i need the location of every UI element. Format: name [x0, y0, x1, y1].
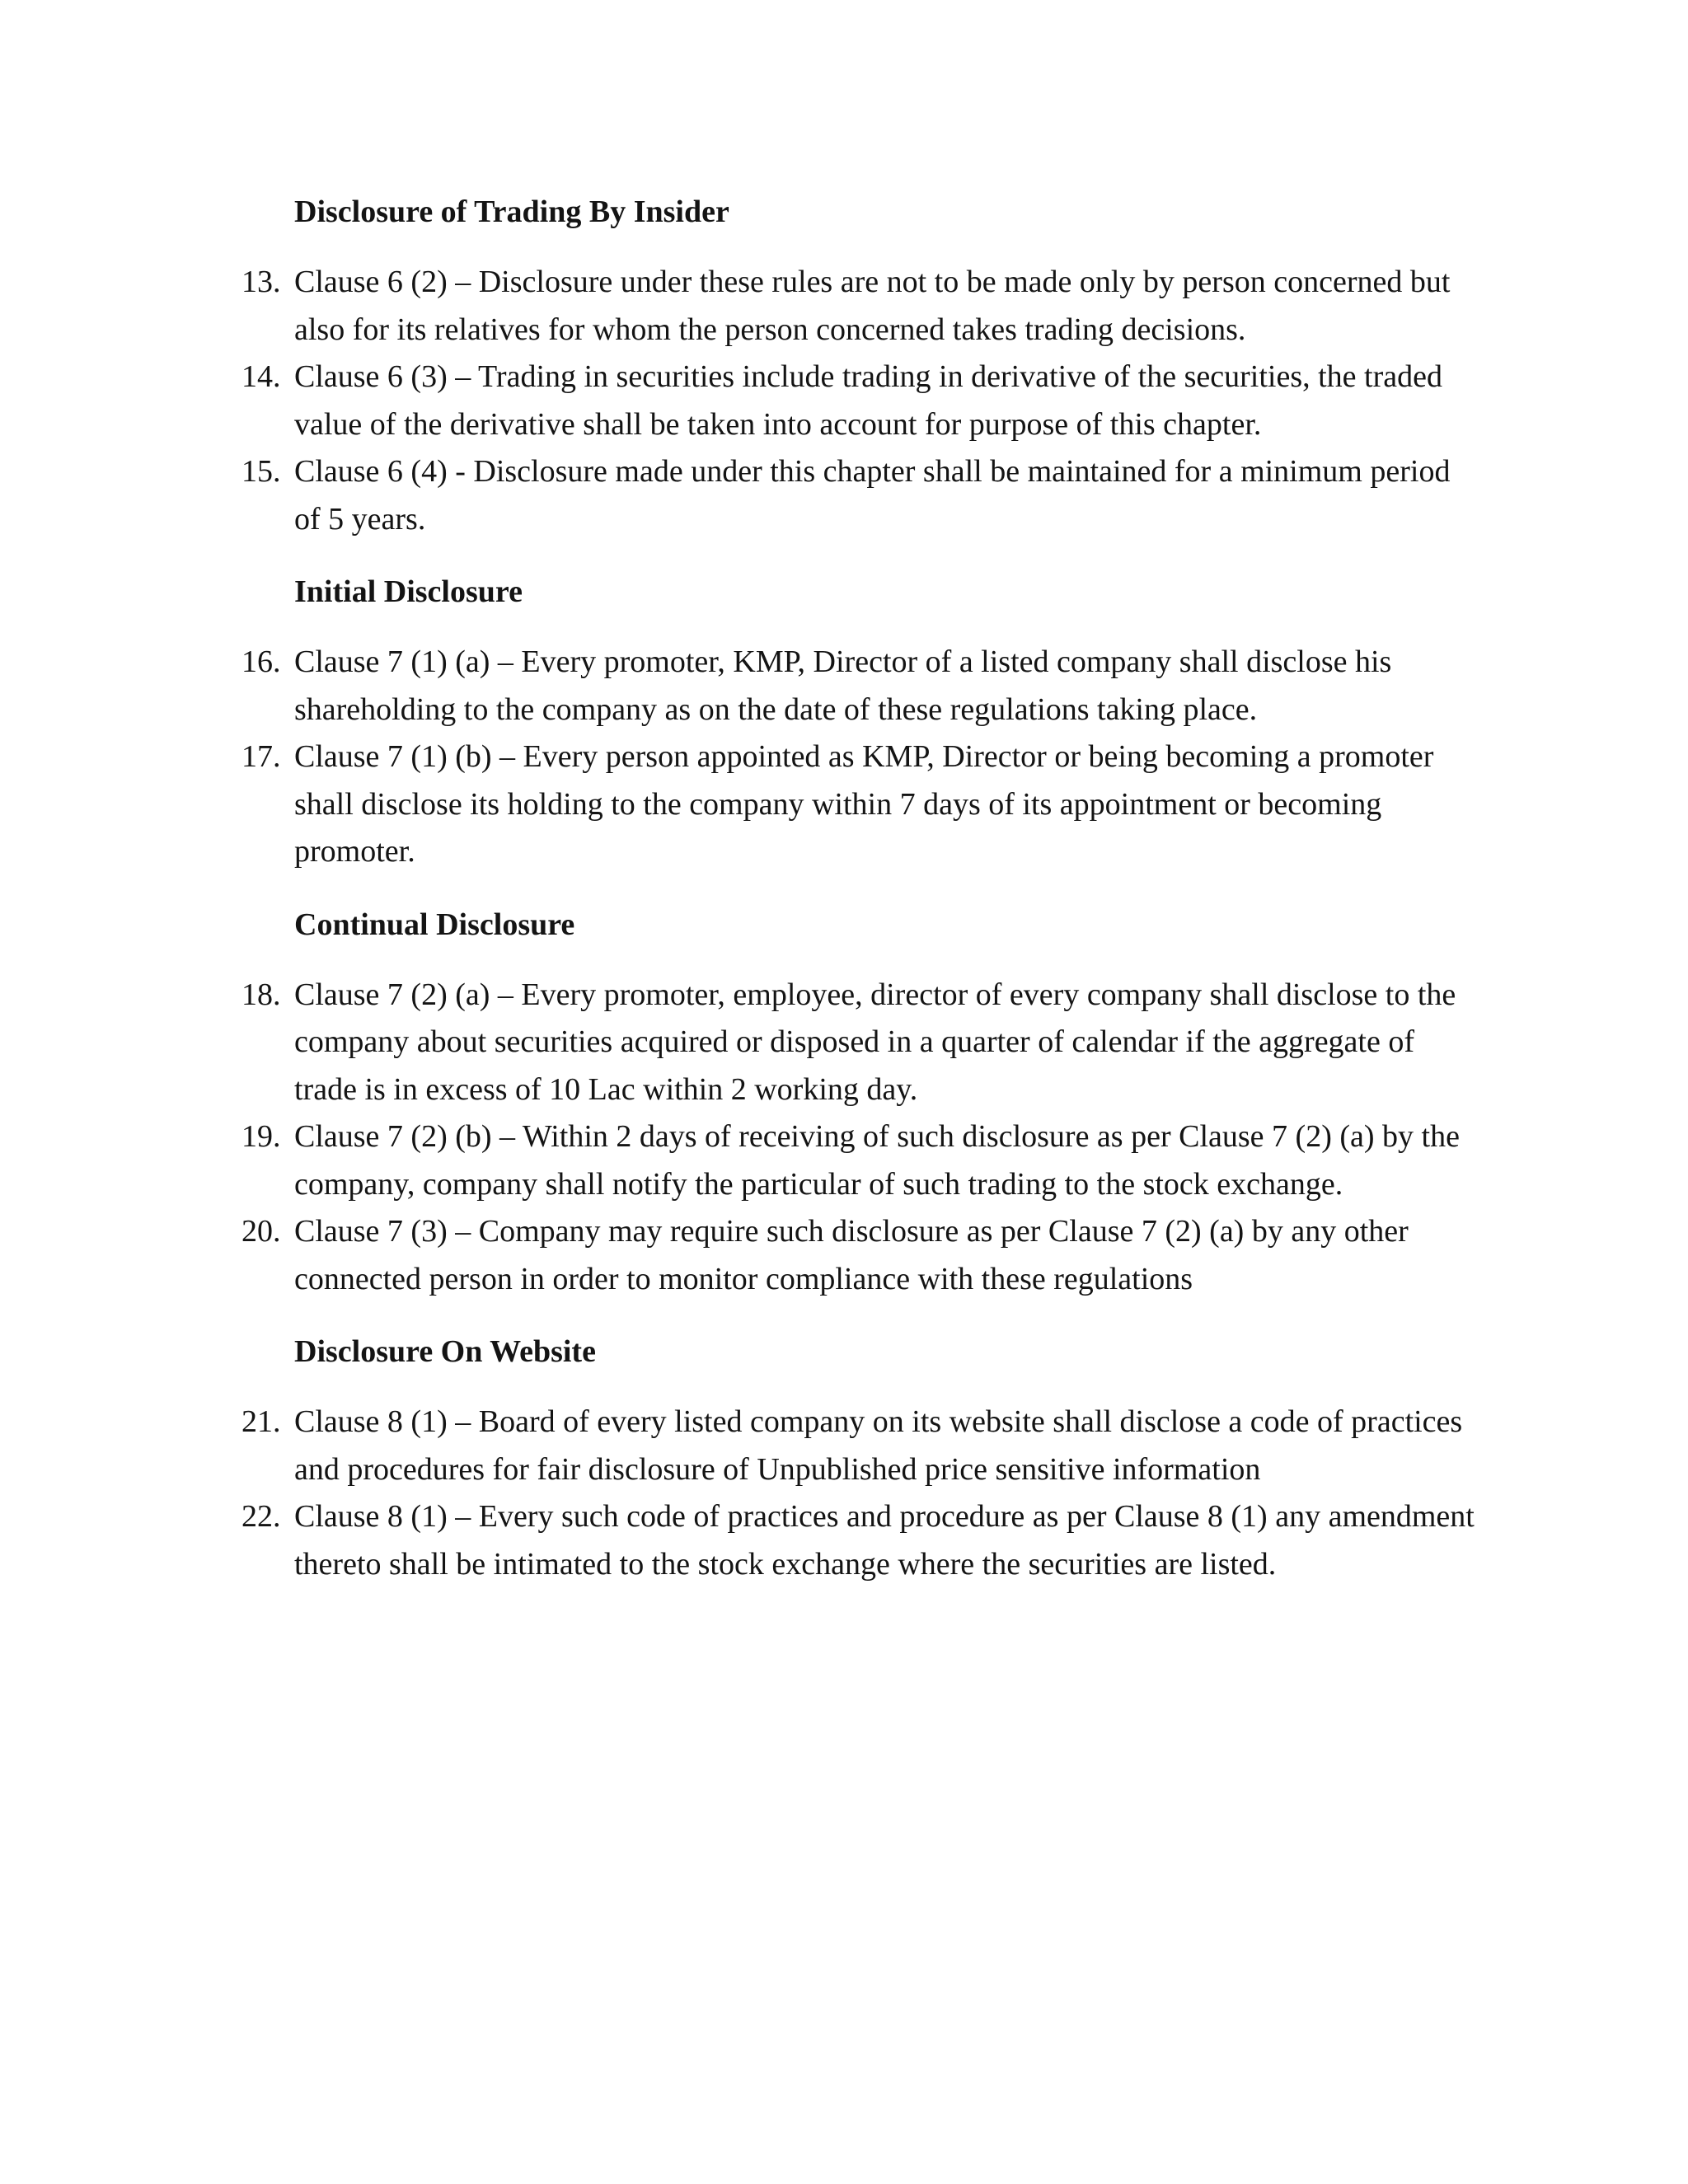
section-disclosure-of-trading: [0, 188, 1688, 543]
item-number: 19.: [241, 1119, 281, 1154]
item-text: Clause 7 (2) (b) – Within 2 days of receiving of such disclosure as per Clause 7 (2) (a) by the company, company shall notify the particular of such trading to the stock exchange.: [294, 1119, 1460, 1202]
section-continual-disclosure: [0, 901, 1688, 1304]
item-number: 22.: [241, 1499, 281, 1534]
list-item: [0, 639, 1484, 733]
section-disclosure-on-website: [0, 1328, 1688, 1588]
list-item: [0, 1113, 1484, 1208]
document-body: [0, 188, 1688, 1613]
section-heading: Disclosure On Website: [294, 1334, 596, 1369]
item-number: 17.: [241, 739, 281, 774]
section-heading: Initial Disclosure: [294, 574, 523, 609]
item-text: Clause 8 (1) – Board of every listed company on its website shall disclose a code of practices and procedures for fair disclosure of Unpublished price sensitive information: [294, 1404, 1463, 1487]
item-text: Clause 7 (2) (a) – Every promoter, employee, director of every company shall disclose to the company about securities acquired or disposed in a quarter of calendar if the aggregate of trade is in excess of 10 Lac within 2 working day.: [294, 977, 1456, 1107]
section-initial-disclosure: [0, 568, 1688, 876]
section-heading: Continual Disclosure: [294, 907, 575, 942]
item-number: 14.: [241, 359, 281, 394]
item-text: Clause 6 (3) – Trading in securities include trading in derivative of the securities, the traded value of the derivative shall be taken into account for purpose of this chapter.: [294, 359, 1442, 442]
item-text: Clause 6 (2) – Disclosure under these rules are not to be made only by person concerned but also for its relatives for whom the person concerned takes trading decisions.: [294, 265, 1451, 347]
list-item: [0, 1208, 1484, 1303]
item-text: Clause 6 (4) - Disclosure made under this chapter shall be maintained for a minimum period of 5 years.: [294, 454, 1451, 537]
item-number: 16.: [241, 644, 281, 679]
list-item: [0, 733, 1484, 876]
item-number: 20.: [241, 1214, 281, 1249]
list-item: [0, 972, 1484, 1114]
item-number: 15.: [241, 454, 281, 489]
item-text: Clause 8 (1) – Every such code of practices and procedure as per Clause 8 (1) any amendment thereto shall be intimated to the stock exchange where the securities are listed.: [294, 1499, 1475, 1582]
section-heading: Disclosure of Trading By Insider: [294, 194, 729, 229]
item-text: Clause 7 (1) (a) – Every promoter, KMP, Director of a listed company shall disclose his shareholding to the company as on the date of these regulations taking place.: [294, 644, 1392, 727]
list-item: [0, 1399, 1484, 1493]
list-item: [0, 354, 1484, 448]
item-text: Clause 7 (1) (b) – Every person appointed as KMP, Director or being becoming a promoter shall disclose its holding to the company within 7 days of its appointment or becoming promoter.: [294, 739, 1434, 869]
item-text: Clause 7 (3) – Company may require such disclosure as per Clause 7 (2) (a) by any other connected person in order to monitor compliance with these regulations: [294, 1214, 1409, 1296]
list-item: [0, 259, 1484, 354]
item-number: 21.: [241, 1404, 281, 1439]
list-item: [0, 448, 1484, 543]
item-number: 18.: [241, 977, 281, 1012]
list-item: [0, 1493, 1484, 1588]
item-number: 13.: [241, 265, 281, 299]
